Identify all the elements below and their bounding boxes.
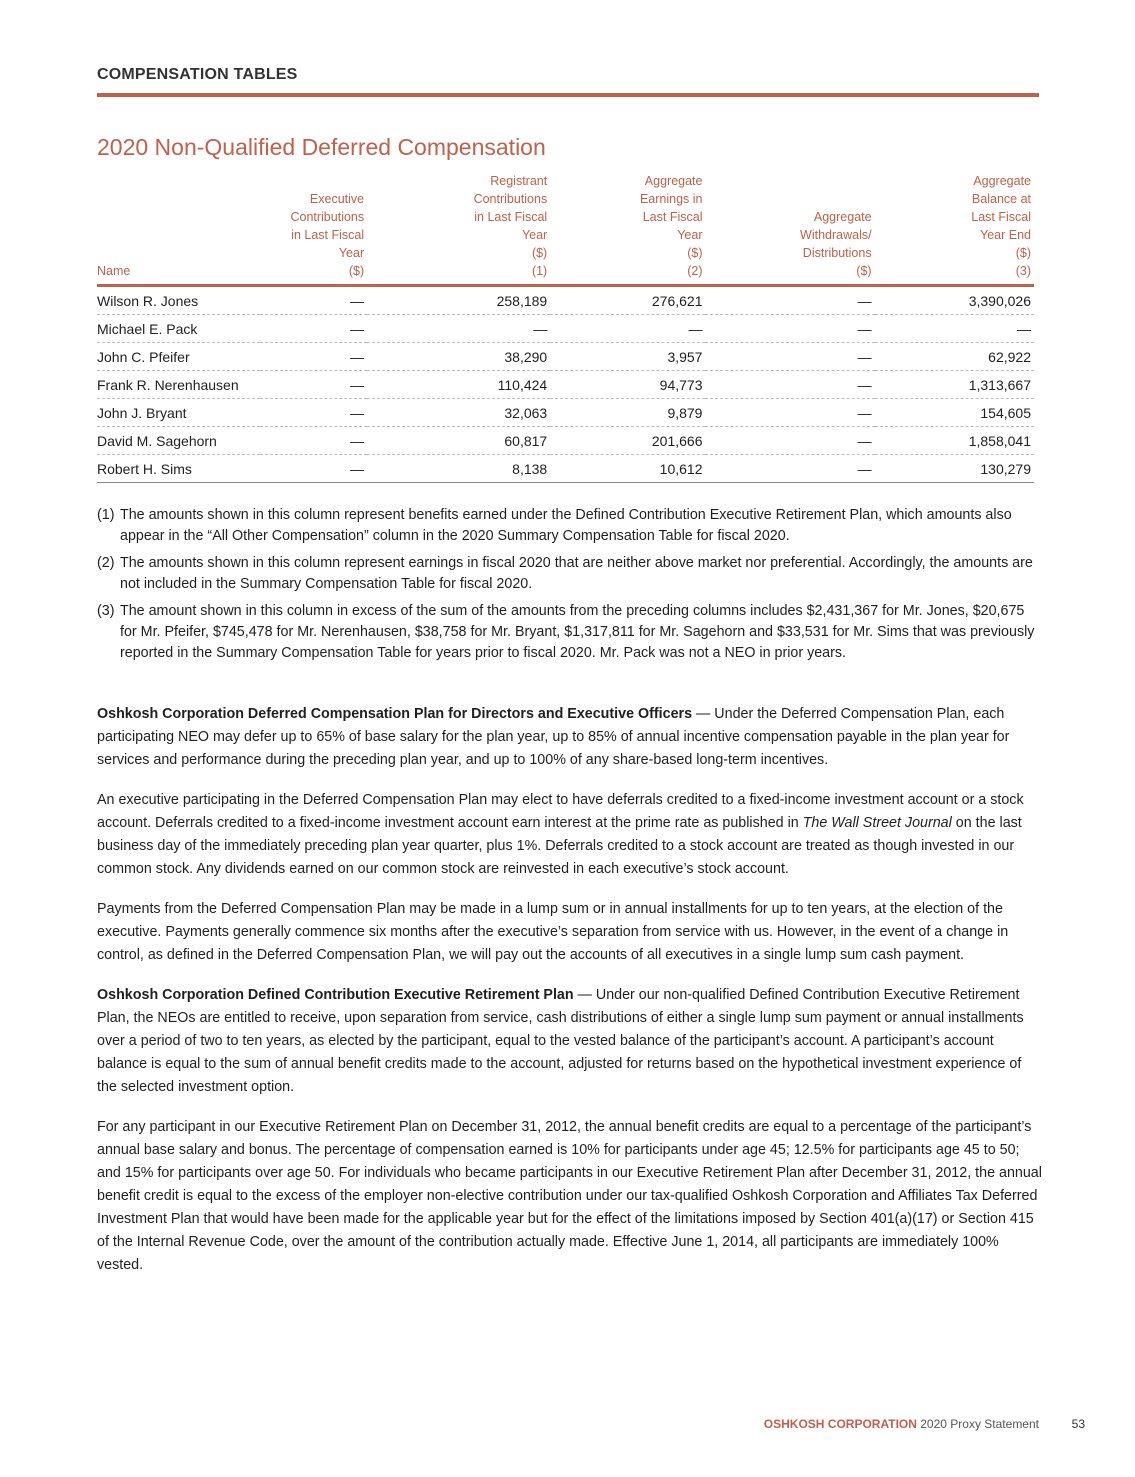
- table-row: [97, 286, 1034, 315]
- cell-name: John C. Pfeifer: [97, 343, 260, 371]
- cell-registrant-contributions: 60,817: [367, 427, 550, 455]
- cell-aggregate-withdrawals: —: [705, 286, 874, 315]
- column-header-aggregate-earnings: Aggregate Earnings in Last Fiscal Year ($) (2): [550, 172, 705, 286]
- cell-aggregate-earnings: 201,666: [550, 427, 705, 455]
- page-footer: [764, 1417, 1039, 1431]
- cell-registrant-contributions: 8,138: [367, 455, 550, 483]
- cell-executive-contributions: —: [260, 315, 367, 343]
- cell-aggregate-withdrawals: —: [705, 315, 874, 343]
- cell-aggregate-balance: 1,313,667: [875, 371, 1034, 399]
- cell-registrant-contributions: —: [367, 315, 550, 343]
- paragraph-payments: Payments from the Deferred Compensation Plan may be made in a lump sum or in annual installments for up to ten years, at the election of the executive. Payments generally commence six months after the executive’s separation from service with us. However, in the event of a change in control, as defined in the Deferred Compensation Plan, we will pay out the accounts of all executives in a single lump sum cash payment.: [97, 901, 1009, 963]
- paragraph-heading: Oshkosh Corporation Defined Contribution Executive Retirement Plan: [97, 987, 574, 1003]
- cell-aggregate-earnings: —: [550, 315, 705, 343]
- cell-aggregate-balance: 130,279: [875, 455, 1034, 483]
- cell-executive-contributions: —: [260, 399, 367, 427]
- cell-executive-contributions: —: [260, 286, 367, 315]
- column-header-aggregate-withdrawals: Aggregate Withdrawals/ Distributions ($): [705, 172, 874, 286]
- cell-aggregate-balance: 154,605: [875, 399, 1034, 427]
- cell-aggregate-earnings: 94,773: [550, 371, 705, 399]
- footer-brand: OSHKOSH CORPORATION: [763, 1417, 917, 1431]
- column-header-registrant-contributions: Registrant Contributions in Last Fiscal Year ($) (1): [367, 172, 550, 286]
- paragraph-deferral-accounts: An executive participating in the Deferred Compensation Plan may elect to have deferrals credited to a fixed-income investment account or a stock account. Deferrals credited to a fixed-income investment account earn interest at the prime rate as published in The Wall Street Journal on the last business day of the immediately preceding plan year quarter, plus 1%. Deferrals credited to a stock account are treated as though invested in our common stock. Any dividends earned on our common stock are reinvested in each executive’s stock account.: [97, 792, 1024, 877]
- table-row: [97, 455, 1034, 483]
- cell-name: Robert H. Sims: [97, 455, 260, 483]
- publication-title: The Wall Street Journal: [802, 815, 952, 831]
- footnote-text: The amounts shown in this column represent earnings in fiscal 2020 that are neither above market nor preferential. Accordingly, the amounts are not included in the Summary Compensation Table for fiscal 2020.: [120, 555, 1033, 592]
- cell-name: Wilson R. Jones: [97, 286, 260, 315]
- cell-aggregate-withdrawals: —: [705, 427, 874, 455]
- column-header-aggregate-balance: Aggregate Balance at Last Fiscal Year End ($) (3): [875, 172, 1034, 286]
- cell-name: David M. Sagehorn: [97, 427, 260, 455]
- cell-registrant-contributions: 38,290: [367, 343, 550, 371]
- table-row: [97, 371, 1034, 399]
- cell-aggregate-balance: 3,390,026: [875, 286, 1034, 315]
- cell-aggregate-earnings: 276,621: [550, 286, 705, 315]
- cell-name: Frank R. Nerenhausen: [97, 371, 260, 399]
- footnote-2: [97, 553, 1042, 595]
- table-row: [97, 315, 1034, 343]
- table-row: [97, 399, 1034, 427]
- cell-aggregate-balance: 62,922: [875, 343, 1034, 371]
- footnotes: [97, 505, 1042, 670]
- cell-executive-contributions: —: [260, 427, 367, 455]
- footnote-3: [97, 601, 1042, 664]
- cell-aggregate-withdrawals: —: [705, 399, 874, 427]
- cell-aggregate-withdrawals: —: [705, 455, 874, 483]
- footnote-text: The amount shown in this column in excess of the sum of the amounts from the preceding columns includes $2,431,367 for Mr. Jones, $20,675 for Mr. Pfeifer, $745,478 for Mr. Nerenhausen, $38,758 for Mr. Bryant, $1,317,811 for Mr. Sagehorn and $33,531 for Mr. Sims that was previously reported in the Summary Compensation Table for years prior to fiscal 2020. Mr. Pack was not a NEO in prior years.: [120, 603, 1035, 661]
- cell-executive-contributions: —: [260, 371, 367, 399]
- cell-name: Michael E. Pack: [97, 315, 260, 343]
- footnote-1: [97, 505, 1042, 547]
- paragraph-deferred-compensation-plan: Oshkosh Corporation Deferred Compensation Plan for Directors and Executive Officers — Under the Deferred Compensation Plan, each participating NEO may defer up to 65% of base salary for the plan year, up to 85% of annual incentive compensation payable in the plan year for services and performance during the preceding plan year, and up to 100% of any share-based long-term incentives.: [97, 706, 1010, 768]
- cell-aggregate-earnings: 10,612: [550, 455, 705, 483]
- column-header-executive-contributions: Executive Contributions in Last Fiscal Year ($): [260, 172, 367, 286]
- cell-aggregate-balance: 1,858,041: [875, 427, 1034, 455]
- header-rule: [97, 93, 1039, 97]
- cell-aggregate-balance: —: [875, 315, 1034, 343]
- cell-aggregate-earnings: 3,957: [550, 343, 705, 371]
- cell-name: John J. Bryant: [97, 399, 260, 427]
- column-header-name: Name: [97, 172, 260, 286]
- paragraph-heading: Oshkosh Corporation Deferred Compensation Plan for Directors and Executive Officers: [97, 706, 693, 722]
- table-row: [97, 343, 1034, 371]
- cell-registrant-contributions: 110,424: [367, 371, 550, 399]
- paragraph-benefit-credits: For any participant in our Executive Retirement Plan on December 31, 2012, the annual benefit credits are equal to a percentage of the participant’s annual base salary and bonus. The percentage of compensation earned is 10% for participants under age 45; 12.5% for participants age 45 to 50; and 15% for participants over age 50. For individuals who became participants in our Executive Retirement Plan after December 31, 2012, the annual benefit credit is equal to the excess of the employer non-elective contribution under our tax-qualified Oshkosh Corporation and Affiliates Tax Deferred Investment Plan that would have been made for the applicable year but for the effect of the limitations imposed by Section 401(a)(17) or Section 415 of the Internal Revenue Code, over the amount of the contribution actually made. Effective June 1, 2014, all participants are immediately 100% vested.: [97, 1119, 1042, 1273]
- page-number: 53: [1071, 1417, 1085, 1431]
- footnote-number: (3): [97, 603, 115, 619]
- table-row: [97, 427, 1034, 455]
- footnote-text: The amounts shown in this column represent benefits earned under the Defined Contribution Executive Retirement Plan, which amounts also appear in the “All Other Compensation” column in the 2020 Summary Compensation Table for fiscal 2020.: [120, 507, 1012, 544]
- cell-registrant-contributions: 32,063: [367, 399, 550, 427]
- table-header-row: [97, 172, 1034, 286]
- footer-document: 2020 Proxy Statement: [916, 1417, 1039, 1431]
- page-title: 2020 Non-Qualified Deferred Compensation: [97, 134, 546, 160]
- footnote-number: (2): [97, 555, 115, 571]
- cell-aggregate-withdrawals: —: [705, 343, 874, 371]
- footnote-number: (1): [97, 507, 115, 523]
- cell-aggregate-withdrawals: —: [705, 371, 874, 399]
- cell-registrant-contributions: 258,189: [367, 286, 550, 315]
- deferred-compensation-table: [97, 172, 1034, 483]
- cell-executive-contributions: —: [260, 455, 367, 483]
- body-text: [97, 703, 1042, 1294]
- cell-executive-contributions: —: [260, 343, 367, 371]
- section-header: COMPENSATION TABLES: [97, 66, 298, 83]
- paragraph-executive-retirement-plan: Oshkosh Corporation Defined Contribution Executive Retirement Plan — Under our non-qualified Defined Contribution Executive Retirement Plan, the NEOs are entitled to receive, upon separation from service, cash distributions of either a single lump sum payment or annual installments over a period of two to ten years, as elected by the participant, equal to the vested balance of the participant’s account. A participant’s account balance is equal to the sum of annual benefit credits made to the account, adjusted for returns based on the hypothetical investment experience of the selected investment option.: [97, 987, 1024, 1095]
- cell-aggregate-earnings: 9,879: [550, 399, 705, 427]
